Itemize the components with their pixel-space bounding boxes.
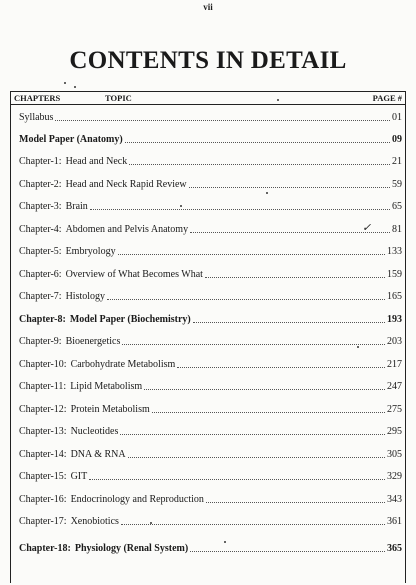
toc-chapter-number: Chapter-6: [19,269,62,280]
toc-entry [19,267,402,281]
scan-speck [277,99,279,101]
header-page: PAGE # [372,93,402,103]
dot-leader [125,141,390,143]
toc-chapter-number: Chapter-12: [19,404,67,415]
toc-entry [19,514,402,528]
toc-entry [19,110,402,124]
toc-chapter-number: Chapter-15: [19,471,67,482]
dot-leader [55,119,390,121]
toc-entry [19,357,402,371]
toc-title: Xenobiotics [70,516,119,527]
toc-page-number: 295 [387,426,402,437]
toc-page-number: 247 [387,381,402,392]
toc-page-number: 275 [387,404,402,415]
pen-check-mark: ✓ [362,222,372,234]
dot-leader [193,321,385,323]
dot-leader [190,550,385,552]
dot-leader [190,231,390,233]
toc-entry [19,177,402,191]
toc-page-number: 361 [387,516,402,527]
dot-leader [152,411,385,413]
scan-speck [357,346,359,348]
toc-title: Model Paper (Anatomy) [19,134,123,145]
toc-entry [19,199,402,213]
toc-entry [19,154,402,168]
toc-title: Histology [65,291,106,302]
dot-leader [118,253,385,255]
toc-title: Syllabus [19,112,54,123]
toc-entry [19,424,402,438]
toc-chapter-number: Chapter-13: [19,426,67,437]
toc-chapter-number: Chapter-1: [19,156,62,167]
toc-title: Lipid Metabolism [70,381,143,392]
scan-speck [266,192,268,194]
dot-leader [90,208,390,210]
toc-entry [19,222,402,236]
page-title: CONTENTS IN DETAIL [69,47,347,74]
toc-chapter-number: Chapter-18: [19,543,71,554]
toc-title: Nucleotides [70,426,119,437]
toc-chapter-number: Chapter-8: [19,314,66,325]
toc-chapter-number: Chapter-11: [19,381,67,392]
toc-chapter-number: Chapter-9: [19,336,62,347]
toc-page-number: 365 [387,543,402,554]
toc-entry [19,541,402,555]
toc-page-number: 305 [387,449,402,460]
toc-page-number: 81 [392,224,402,235]
toc-entry [19,492,402,506]
scan-speck [224,541,226,543]
toc-title: Embryology [65,246,116,257]
page-number: vii [203,2,213,12]
toc-title: DNA & RNA [70,449,126,460]
toc-entry [19,402,402,416]
dot-leader [122,343,385,345]
dot-leader [89,478,385,480]
toc-entry [19,334,402,348]
dot-leader [121,523,385,525]
dot-leader [144,388,385,390]
toc-title: Overview of What Becomes What [65,269,203,280]
header-topic: TOPIC [105,93,132,103]
toc-page-number: 193 [387,314,402,325]
scan-speck [64,82,66,84]
toc-chapter-number: Chapter-10: [19,359,67,370]
toc-title: Endocrinology and Reproduction [70,494,204,505]
toc-page-number: 343 [387,494,402,505]
toc-page-number: 21 [392,156,402,167]
toc-entry [19,244,402,258]
toc-title: Protein Metabolism [70,404,150,415]
toc-page-number: 09 [392,134,402,145]
toc-page-number: 329 [387,471,402,482]
toc-title: Model Paper (Biochemistry) [69,314,191,325]
toc-title: GIT [70,471,88,482]
toc-page-number: 65 [392,201,402,212]
scan-speck [150,522,152,524]
toc-entry [19,379,402,393]
toc-chapter-number: Chapter-7: [19,291,62,302]
toc-chapter-number: Chapter-17: [19,516,67,527]
toc-chapter-number: Chapter-5: [19,246,62,257]
dot-leader [129,163,390,165]
scan-speck [74,86,76,88]
toc-entry [19,447,402,461]
toc-chapter-number: Chapter-16: [19,494,67,505]
toc-page-number: 159 [387,269,402,280]
toc-title: Brain [65,201,88,212]
toc-title: Head and Neck [65,156,128,167]
header-chapters: CHAPTERS [14,93,61,103]
toc-title: Physiology (Renal System) [74,543,189,554]
dot-leader [205,276,385,278]
dot-leader [120,433,385,435]
toc-chapter-number: Chapter-4: [19,224,62,235]
toc-title: Carbohydrate Metabolism [70,359,176,370]
toc-chapter-number: Chapter-3: [19,201,62,212]
dot-leader [107,298,385,300]
dot-leader [206,501,385,503]
toc-page-number: 01 [392,112,402,123]
toc-title: Head and Neck Rapid Review [65,179,187,190]
toc-page-number: 203 [387,336,402,347]
toc-entry [19,469,402,483]
toc-page-number: 217 [387,359,402,370]
toc-page-number: 133 [387,246,402,257]
toc-title: Abdomen and Pelvis Anatomy [65,224,189,235]
dot-leader [177,366,385,368]
toc-entry [19,312,402,326]
toc-page-number: 59 [392,179,402,190]
toc-title: Bioenergetics [65,336,121,347]
toc-page-number: 165 [387,291,402,302]
toc-chapter-number: Chapter-2: [19,179,62,190]
toc-entry [19,289,402,303]
dot-leader [128,456,385,458]
scan-speck [180,205,182,207]
toc-entry [19,132,402,146]
table-header [10,91,406,105]
dot-leader [189,186,390,188]
toc-chapter-number: Chapter-14: [19,449,67,460]
